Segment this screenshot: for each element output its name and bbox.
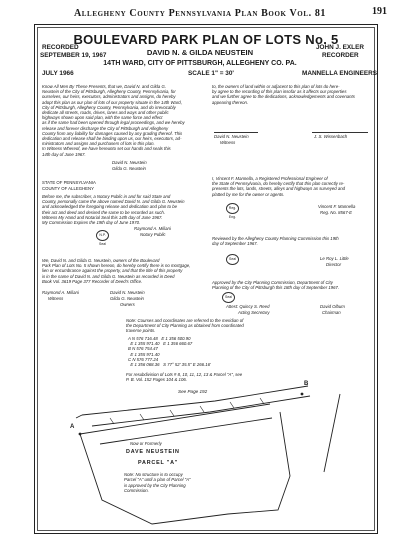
cert-line: platted by me for the owner or agents. <box>212 191 285 197</box>
consent-line: by agree to the recording of this plan insofar as it affects our properties <box>212 89 347 95</box>
side-line <box>324 394 340 472</box>
engineer-reg: Reg. No. 8567-E <box>320 210 353 215</box>
parcel-note-line: Note: No structure is to occupy <box>124 472 183 477</box>
city-attest: Attest: Quincy S. Reed <box>226 304 270 309</box>
guarantee-line: is in the name of David N. and Gilda G. Neustein as recorded in Deed <box>42 273 175 279</box>
coord-northing: N 576 754.47 <box>132 346 158 352</box>
coord-point: B <box>128 346 131 352</box>
parcel-note-line: is approved by the City Planning <box>124 482 186 488</box>
coord-northing: E 1 356 068.36 <box>130 362 160 368</box>
street-line-end <box>76 415 82 418</box>
ack-line: County, personally came the above named David N. and Gilda G. Neustein <box>42 199 185 205</box>
coordinate-note <box>126 318 306 334</box>
dedication-line: County from any liability for damages caused by any grading thereof. This <box>42 130 183 136</box>
dedication-text <box>42 84 202 157</box>
dedication-line: adopt this plan as our plan of lots of our property situate in the 14th Ward, <box>42 99 182 105</box>
city-attest-title: Acting Secretary <box>238 310 270 315</box>
cert-line: the State of Pennsylvania, do hereby certify that this plan correctly re- <box>212 181 345 187</box>
dedication-line: 14th day of June 1967. <box>42 151 86 157</box>
coord-easting: E 1 356 500.90 <box>161 336 191 341</box>
signature-line <box>214 132 258 133</box>
recorder-title: RECORDER <box>322 52 359 59</box>
recorded-date: SEPTEMBER 19, 1967 <box>40 52 107 59</box>
guarantee-line: Park Plan of Lots No. 5 shown hereon, do hereby certify there is no mortgage, <box>42 263 191 269</box>
parcel-map <box>40 382 374 530</box>
guarantee-witness-label: Witness <box>48 296 64 301</box>
dedication-line: dedicate all streets, roads, drives, lanes and ways and other public <box>42 110 169 116</box>
guarantee-witness-name: Raymond A. Miliani <box>42 290 79 295</box>
coordinate-table <box>128 336 328 367</box>
point-a-label: A <box>70 424 75 430</box>
coord-northing: N 576 777.24 <box>132 356 159 362</box>
book-title: Allegheny County Pennsylvania Plan Book Vol. 81 <box>73 8 327 19</box>
resub-line: P. B. Vol. 152 Pages 104 & 106. <box>126 377 187 383</box>
city-approval-text <box>212 280 376 290</box>
review-line: Reviewed by the Allegheny County Planning Commission this 19th <box>212 236 339 241</box>
city-seal: Seal <box>222 292 235 303</box>
coord-northing: E 1 355 971.40 <box>130 341 160 347</box>
city-chair-name: David Olbum <box>320 304 345 309</box>
street-reference: See Page 192 <box>178 389 208 394</box>
dedication-line: In Witness Whereof, we have hereunto set our hands and seals this <box>42 146 171 152</box>
dedication-signer-1: David N. Neustein <box>112 160 147 165</box>
parcel-note-line: Parcel "A" until a plan of Parcel "A" <box>124 477 191 483</box>
county-seal: Seal <box>226 254 239 265</box>
engineer-name: Vincent F. Mannella <box>318 204 356 209</box>
coord-point: A <box>128 336 131 341</box>
guarantee-owners-label: Owners <box>120 302 135 307</box>
former-owner: DAVE NEUSTEIN <box>126 449 180 455</box>
ack-county: COUNTY OF ALLEGHENY <box>42 186 94 191</box>
ack-line: and acknowledged the foregoing release and dedication and plan to be <box>42 204 177 210</box>
plan-date: JULY 1966 <box>42 70 74 77</box>
consent-line: and we further agree to the dedications, acknowledgements and covenants <box>212 94 355 100</box>
guarantee-line: lien or encumbrance against the property, and that the title of this property <box>42 268 183 274</box>
coord-bearing: S 77° 52' 35.5" E 266.16' <box>163 362 211 368</box>
note-line: the Department of City Planning as obtained from coordinated <box>126 323 244 329</box>
dedication-signer-2: Gilda G. Neustein <box>112 166 146 171</box>
review-line: day of September 1967. <box>212 241 258 247</box>
approval-line: Approved by the City Planning Commission, Department of City <box>212 280 333 285</box>
ack-line: Before me, the subscriber, a Notary Public in and for said State and <box>42 194 171 199</box>
cert-line: presents the lots, lands, streets, alleys and highways as surveyed and <box>212 186 346 192</box>
dedication-line: as if the same had been opened through legal proceedings, and we hereby <box>42 120 185 126</box>
county-review-text <box>212 236 376 246</box>
recorded-label: RECORDED <box>42 44 79 51</box>
guarantee-line: Book Vol. 3619 Page 377 Recorder of Deed's Office. <box>42 278 143 284</box>
dedication-line: highways shown upon said plan, with the same force and effect <box>42 115 163 121</box>
recorder-name: JOHN J. EXLER <box>316 44 364 51</box>
coord-northing: N 576 716.48 <box>131 336 158 341</box>
notary-name: Raymond A. Miliani <box>134 226 171 231</box>
coord-easting: E 1 356 660.67 <box>163 341 193 347</box>
coord-point: C <box>128 356 132 362</box>
cert-line: I, Vincent F. Mannella, a Registered Professional Engineer of <box>212 176 328 181</box>
dedication-line: Know All Men By These Presents, that we, David N. and Gilda G. <box>42 84 167 89</box>
ack-text <box>42 194 204 225</box>
ward-line: 14TH WARD, CITY OF PITTSBURGH, ALLEGHENY CO. PA. <box>103 60 297 67</box>
parcel-a-label: PARCEL "A" <box>138 460 179 466</box>
resubdivision-note <box>126 372 326 382</box>
guarantee-owner-1: David N. Neustein <box>110 290 145 295</box>
consent-line: appearing thereon. <box>212 99 249 105</box>
ack-state: STATE OF PENNSYLVANIA <box>42 180 96 185</box>
coordinate-row <box>128 362 328 367</box>
owners-line: DAVID N. & GILDA NEUSTEIN <box>146 48 254 57</box>
engineer-seal: Reg. Eng. <box>226 203 239 214</box>
consent-witness-name: David N. Neustein <box>214 134 249 139</box>
dedication-line: ministrators and assigns and purchasers of lots in this plan. <box>42 141 155 147</box>
approval-line: Planning of the City of Pittsburgh this 18th day of September 1967. <box>212 285 340 291</box>
notary-seal: N.P. Seal <box>96 230 109 241</box>
resub-line: For resubdivision of Lots # 8, 10, 11, 12, 13 & Parcel "A", see <box>126 372 243 377</box>
point-a-marker <box>79 433 82 436</box>
point-b-marker <box>301 393 304 396</box>
ack-line: Witness My Hand and Notarial Seal this 14th day of June 1967. <box>42 214 163 220</box>
parcel-note <box>124 472 191 494</box>
plan-scale: SCALE 1" = 30' <box>188 70 234 77</box>
dedication-line: release and forever discharge the City of Pittsburgh and Allegheny <box>42 125 169 131</box>
coord-northing: E 1 355 971.40 <box>130 351 160 357</box>
county-director-title: Director <box>326 262 342 267</box>
guarantee-line: We, David N. and Gilda G. Neustein, owners of the Boulevard <box>42 258 160 263</box>
city-chair-title: Chairman <box>322 310 341 315</box>
notary-title: Notary Public <box>140 232 166 237</box>
county-director-name: Le Roy L. Little <box>320 256 349 261</box>
dedication-line: ourselves, our heirs, executors, administrators and assigns, do hereby <box>42 94 176 100</box>
now-formerly-label: Now or Formerly <box>130 441 162 446</box>
point-b-label: B <box>304 381 309 387</box>
dedication-line: dedication and release shall be binding upon us, our heirs, executors, ad- <box>42 136 182 142</box>
note-line: Note: Courses and coordinates are referred to the meridian of <box>126 318 244 323</box>
consent-owner-name: J. S. Wissenbach <box>314 134 348 139</box>
consent-line: to, the owners of land within or adjacent to this plan of lots do here- <box>212 84 340 89</box>
dedication-line: Neustein of the City of Pittsburgh, Allegheny County, Pennsylvania, for <box>42 89 176 95</box>
dedication-line: City of Pittsburgh, Allegheny County, Pennsylvania, and do irrevocably <box>42 104 176 110</box>
consent-text <box>212 84 374 105</box>
signature-line <box>312 132 368 133</box>
parcel-note-line: Commission. <box>124 488 149 494</box>
ack-line: My Commission Expires the 19th day of June 1970. <box>42 220 141 226</box>
page-number: 191 <box>372 6 387 17</box>
engineer-cert-text <box>212 176 376 197</box>
engineer-firm: MANNELLA ENGINEERS <box>302 70 378 77</box>
plan-title: BOULEVARD PARK PLAN OF LOTS No. 5 <box>73 32 339 47</box>
note-line: traverse points. <box>126 328 156 334</box>
guarantee-owner-2: Gilda G. Neustein <box>110 296 144 301</box>
street-line-bottom <box>92 396 310 426</box>
lot-ticks <box>110 398 264 424</box>
lot-line-1 <box>80 404 270 434</box>
ack-line: their act and deed and desired the same to be recorded as such. <box>42 209 166 215</box>
consent-witness-label: Witness <box>220 140 236 145</box>
guarantee-text <box>42 258 206 284</box>
